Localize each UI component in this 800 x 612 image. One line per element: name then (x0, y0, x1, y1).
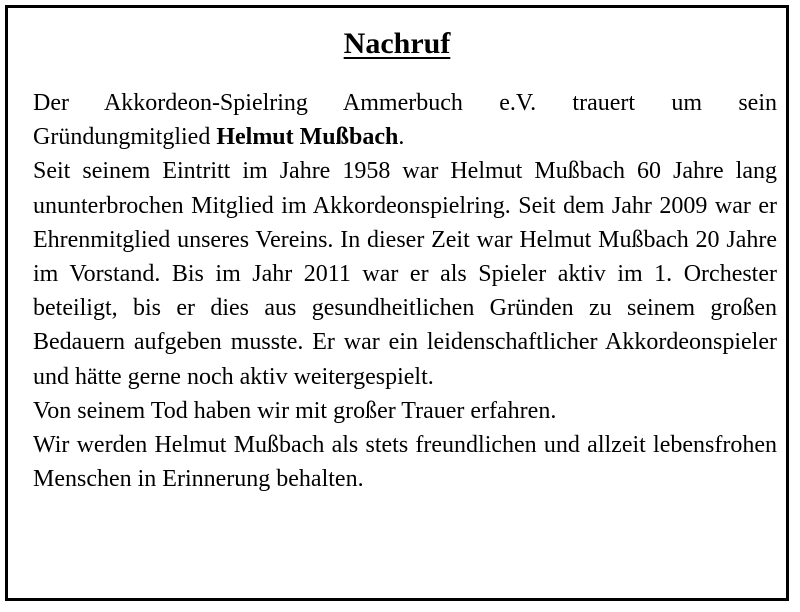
obituary-title: Nachruf (343, 27, 451, 60)
obituary-paragraph-death: Von seinem Tod haben wir mit großer Trauer erfahren. (33, 397, 557, 424)
obituary-paragraph-history: Seit seinem Eintritt im Jahre 1958 war Helmut Mußbach 60 Jahre lang ununterbrochen Mitglied im Akkordeonspielring. Seit dem Jahr 2009 war er Ehrenmitglied unseres Vereins. In dieser Zeit war Helmut Mußbach 20 Jahre im Vorstand. Bis im Jahr 2011 war er als Spieler aktiv im 1. Orchester beteiligt, bis er dies aus gesundheitlichen Gründen zu seinem großen Bedauern aufgeben musste. Er war ein leidenschaftlicher Akkordeonspieler und hätte gerne noch aktiv weitergespielt. (33, 158, 777, 390)
obituary-frame (5, 5, 789, 601)
obituary-paragraph-intro (33, 86, 777, 154)
obituary-body (33, 86, 777, 496)
deceased-name: Helmut Mußbach (216, 124, 399, 151)
intro-punctuation: . (398, 124, 405, 151)
intro-text: Der Akkordeon-Spielring Ammerbuch e.V. trauert um sein Gründungmitglied (33, 90, 777, 151)
obituary-paragraph-remembrance: Wir werden Helmut Mußbach als stets freundlichen und allzeit lebensfrohen Menschen in Erinnerung behalten. (33, 432, 777, 493)
